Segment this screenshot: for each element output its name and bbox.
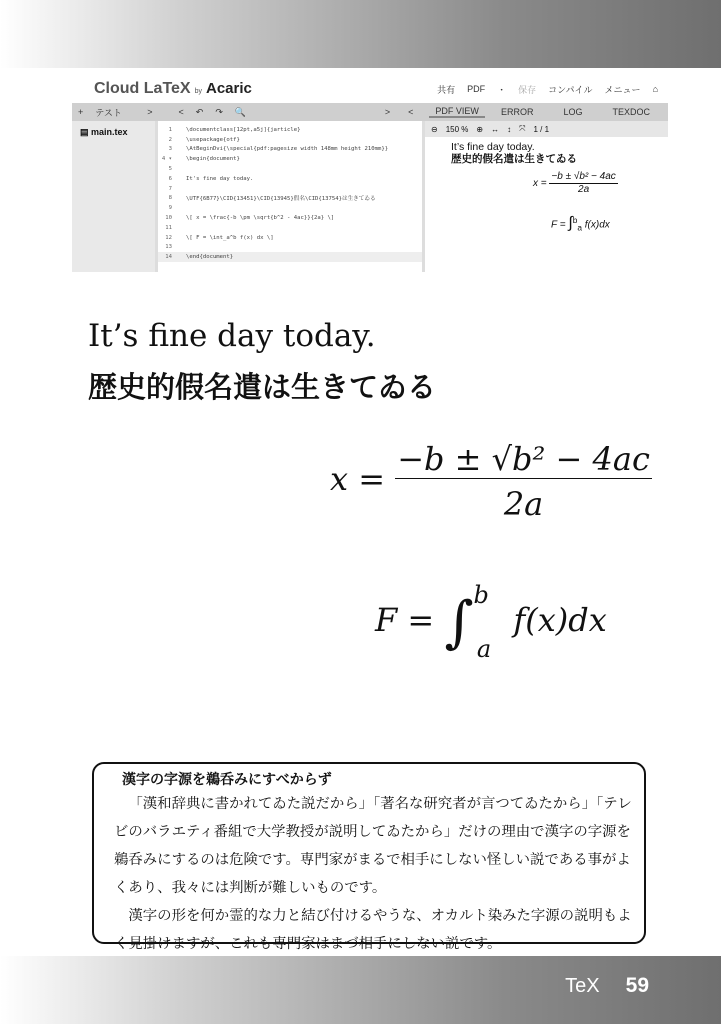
footer-band xyxy=(0,956,721,1024)
pdf-download-button[interactable]: PDF xyxy=(467,84,486,94)
zoom-in-icon[interactable]: ⊕ xyxy=(476,124,484,134)
fit-width-icon[interactable]: ↔ xyxy=(491,124,500,134)
undo-icon[interactable]: ↶ xyxy=(195,106,204,117)
chevron-right-icon[interactable]: > xyxy=(147,107,153,117)
header-band xyxy=(0,0,721,68)
code-text: \UTF{6B77}\CID{13451}\CID{13945}假名\CID{13754}は生きてゐる xyxy=(186,196,376,203)
preview-line1: It’s fine day today. xyxy=(451,141,535,153)
save-button[interactable]: 保存 xyxy=(518,84,537,95)
code-text: \AtBeginDvi{\special{pdf:pagesize width 148mm height 210mm}} xyxy=(186,146,389,153)
line-number: 7 xyxy=(168,185,172,192)
file-list: ▤ main.tex xyxy=(72,121,155,272)
compile-button[interactable]: コンパイル xyxy=(548,84,593,95)
column-box xyxy=(92,762,646,952)
share-button[interactable]: 共有 xyxy=(437,84,456,95)
code-text: It's fine day today. xyxy=(186,175,254,182)
code-line[interactable] xyxy=(158,174,422,184)
line-number: 8 xyxy=(168,195,172,202)
tab-texdoc[interactable]: TEXDOC xyxy=(612,107,650,117)
code-line[interactable] xyxy=(158,194,422,204)
column-title: 漢字の字源を鵜呑みにすべからず xyxy=(122,771,332,787)
page-number: 59 xyxy=(625,974,649,997)
code-line[interactable] xyxy=(158,184,422,194)
file-main-tex[interactable]: main.tex xyxy=(91,127,128,137)
quadratic-formula: x = $\frac{\text{−b ± √b² − 4ac}}{2a}$ xyxy=(330,440,650,523)
tab-error[interactable]: ERROR xyxy=(500,107,534,117)
cloud-latex-screenshot xyxy=(72,75,668,272)
code-text: \documentclass[12pt,a5j]{jarticle} xyxy=(186,126,301,133)
pdf-preview xyxy=(425,137,668,233)
section-label: TeX xyxy=(565,975,600,997)
line-number: 11 xyxy=(165,224,172,231)
line-number: 5 xyxy=(168,166,172,173)
line-number: 4 ▾ xyxy=(161,156,172,163)
code-line[interactable] xyxy=(158,243,422,253)
chevron-right-icon[interactable]: > xyxy=(384,107,391,117)
code-line[interactable] xyxy=(158,252,422,262)
rendered-text-line1: It’s fine day today. xyxy=(88,318,376,354)
toolbar xyxy=(72,103,668,121)
search-icon[interactable]: 🔍 xyxy=(234,106,247,117)
code-line[interactable] xyxy=(158,135,422,145)
pdf-toolbar xyxy=(425,121,668,137)
code-editor[interactable] xyxy=(155,121,425,272)
column-paragraph-1: 「漢和辞典に書かれてゐた説だから」「著名な研究者が言つてゐたから」「テレビのバラエティ番組で大学教授が説明してゐたから」だけの理由で漢字の字源を鵜呑みにするのは危険です。専門家がまるで相手にしない怪しい説である事がよくあり、我々には判断が難しいものです。 xyxy=(114,796,632,896)
fit-height-icon[interactable]: ↕ xyxy=(507,124,512,134)
chevron-left-icon[interactable]: < xyxy=(178,107,184,117)
line-number: 13 xyxy=(165,244,172,251)
page-indicator: 1 / 1 xyxy=(533,124,550,134)
code-text: \[ x = \frac{-b \pm \sqrt{b^2 - 4ac}}{2a} \] xyxy=(186,215,335,222)
code-line[interactable] xyxy=(158,223,422,233)
tab-pdf-view[interactable]: PDF VIEW xyxy=(429,106,485,118)
line-number: 9 xyxy=(168,205,172,212)
code-line[interactable] xyxy=(158,213,422,223)
home-icon[interactable]: ⌂ xyxy=(652,84,658,94)
code-line[interactable] xyxy=(158,145,422,155)
code-line[interactable] xyxy=(158,203,422,213)
redo-icon[interactable]: ↷ xyxy=(215,106,223,117)
code-text: \begin{document} xyxy=(186,156,240,163)
line-number: 12 xyxy=(165,234,172,241)
preview-formula1: x = $\frac{\text{−b ± √b² − 4ac}}{2a}$ xyxy=(533,171,616,195)
logo: Cloud LaTeX by Acaric xyxy=(94,80,252,97)
menu-button[interactable]: メニュー xyxy=(604,84,641,95)
chevron-left-icon[interactable]: < xyxy=(408,107,414,117)
column-paragraph-2: 漢字の形を何か霊的な力と結び付けるやうな、オカルト染みた字源の説明もよく見掛けますが、これも専門家はまづ相手にしない説です。 xyxy=(114,908,632,952)
zoom-out-icon[interactable]: ⊖ xyxy=(431,124,438,134)
code-text: \[ F = \int_a^b f(x) dx \] xyxy=(186,234,274,241)
preview-formula2: F = ∫$^b_a$ f(x)dx xyxy=(551,214,610,233)
project-name[interactable]: テスト xyxy=(95,107,122,118)
line-number: 6 xyxy=(168,175,172,182)
code-text: \usepackage{otf} xyxy=(186,136,240,143)
pdf-viewer xyxy=(425,121,668,272)
integral-formula: F = ∫$^b_a$ f(x)dx xyxy=(375,581,607,663)
code-line[interactable] xyxy=(158,233,422,243)
dot: ・ xyxy=(497,84,507,95)
line-number: 14 xyxy=(165,254,172,261)
app-header xyxy=(72,75,668,103)
code-line[interactable] xyxy=(158,164,422,174)
code-line[interactable] xyxy=(158,154,422,164)
line-number: 2 xyxy=(168,136,172,143)
code-line[interactable] xyxy=(158,125,422,135)
preview-line2: 歴史的假名遣は生きてゐる xyxy=(451,153,577,165)
add-button[interactable]: + xyxy=(78,107,84,117)
line-number: 1 xyxy=(168,126,172,133)
line-number: 3 xyxy=(168,146,172,153)
fullscreen-icon[interactable]: ⤧ xyxy=(519,124,526,133)
line-number: 10 xyxy=(165,215,172,222)
tab-log[interactable]: LOG xyxy=(563,107,583,117)
code-text: \end{document} xyxy=(186,254,234,261)
rendered-text-line2: 歴史的假名遣は生きてゐる xyxy=(88,370,437,404)
zoom-level: 150 % xyxy=(445,124,469,134)
